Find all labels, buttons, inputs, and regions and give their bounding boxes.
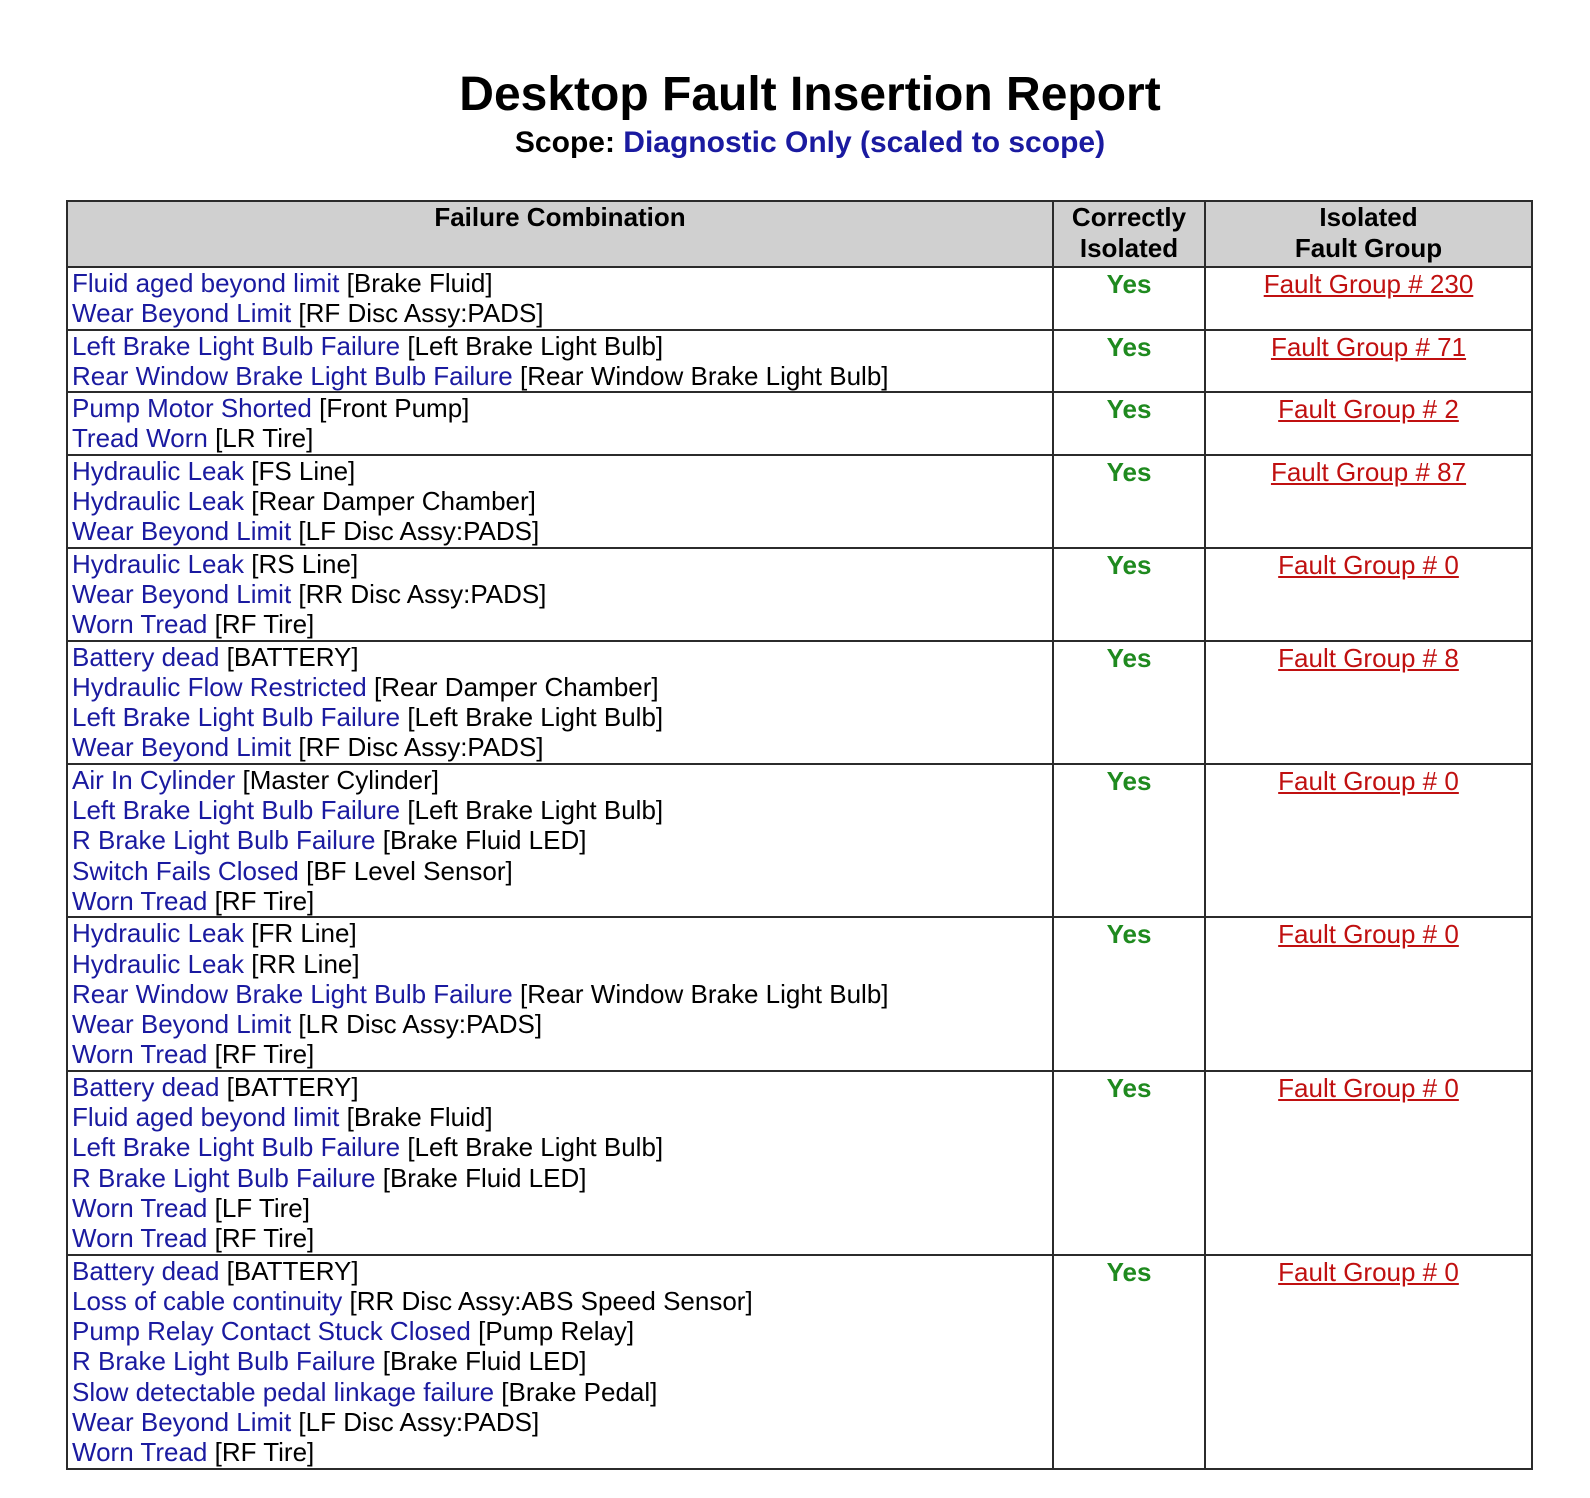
failure-component: [LR Tire] <box>215 423 314 454</box>
isolated-status: Yes <box>1106 394 1152 425</box>
fault-group-cell <box>1205 917 1532 1070</box>
failure-mode: Tread Worn <box>72 423 208 454</box>
failure-line <box>72 918 1048 948</box>
correctly-isolated-cell <box>1053 455 1205 548</box>
failure-line <box>72 886 1048 916</box>
fault-group-cell <box>1205 267 1532 330</box>
failure-component: [LF Tire] <box>214 1192 310 1223</box>
table-row <box>67 764 1532 917</box>
failure-line <box>72 1407 1048 1437</box>
fault-group-cell <box>1205 330 1532 393</box>
isolated-status: Yes <box>1106 549 1152 580</box>
failure-mode: Rear Window Brake Light Bulb Failure <box>72 978 513 1009</box>
failure-mode: Worn Tread <box>72 609 208 640</box>
fault-group-cell <box>1205 1071 1532 1255</box>
failure-component: [Brake Fluid LED] <box>382 1162 587 1193</box>
header-correctly-isolated-line1: Correctly <box>1071 202 1187 232</box>
failure-component: [Left Brake Light Bulb] <box>407 795 664 826</box>
fault-group-link[interactable]: Fault Group # 0 <box>1278 919 1459 950</box>
fault-group-cell <box>1205 392 1532 455</box>
isolated-status: Yes <box>1106 1256 1152 1287</box>
failure-component: [RF Disc Assy:PADS] <box>298 298 544 329</box>
failure-mode: Fluid aged beyond limit <box>72 268 340 298</box>
failure-line <box>72 579 1048 609</box>
failure-combination-cell <box>67 330 1053 393</box>
failure-combination-cell <box>67 917 1053 1070</box>
failure-combination-cell <box>67 764 1053 917</box>
failure-line <box>72 1102 1048 1132</box>
failure-line <box>72 1193 1048 1223</box>
failure-component: [RF Tire] <box>214 885 315 916</box>
failure-mode: Worn Tread <box>72 1437 208 1468</box>
fault-group-link[interactable]: Fault Group # 0 <box>1278 765 1459 796</box>
fault-group-link[interactable]: Fault Group # 87 <box>1270 456 1467 487</box>
table-row <box>67 641 1532 764</box>
failure-line <box>72 268 1048 298</box>
failure-mode: Fluid aged beyond limit <box>72 1102 340 1133</box>
header-correctly-isolated-line2: Isolated <box>1079 233 1179 263</box>
failure-mode: Air In Cylinder <box>72 764 236 795</box>
failure-component: [Brake Fluid] <box>346 1102 493 1133</box>
failure-combination-cell <box>67 267 1053 330</box>
isolated-status: Yes <box>1106 765 1152 796</box>
failure-line <box>72 423 1048 453</box>
failure-component: [Brake Fluid LED] <box>382 825 587 856</box>
table-row <box>67 330 1532 393</box>
failure-component: [RS Line] <box>251 548 359 579</box>
failure-line <box>72 1346 1048 1376</box>
failure-component: [RF Tire] <box>214 1437 315 1468</box>
failure-line <box>72 609 1048 639</box>
failure-mode: Rear Window Brake Light Bulb Failure <box>72 360 513 391</box>
failure-component: [RR Disc Assy:ABS Speed Sensor] <box>349 1285 753 1316</box>
failure-combination-cell <box>67 1071 1053 1255</box>
fault-group-link[interactable]: Fault Group # 0 <box>1278 549 1459 580</box>
failure-line <box>72 1132 1048 1162</box>
fault-group-cell <box>1205 764 1532 917</box>
fault-group-link[interactable]: Fault Group # 0 <box>1278 1256 1459 1287</box>
failure-component: [RR Disc Assy:PADS] <box>298 578 547 609</box>
failure-mode: Hydraulic Leak <box>72 486 244 517</box>
failure-line <box>72 1039 1048 1069</box>
failure-line <box>72 1223 1048 1253</box>
failure-mode: Hydraulic Flow Restricted <box>72 671 367 702</box>
scope-line <box>0 124 1590 162</box>
failure-component: [Rear Damper Chamber] <box>373 671 659 702</box>
fault-group-link[interactable]: Fault Group # 2 <box>1278 394 1459 425</box>
failure-mode: Wear Beyond Limit <box>72 732 292 763</box>
failure-mode: R Brake Light Bulb Failure <box>72 1162 376 1193</box>
header-failure-combination <box>67 201 1053 267</box>
table-row <box>67 917 1532 1070</box>
table-row <box>67 1255 1532 1469</box>
correctly-isolated-cell <box>1053 548 1205 641</box>
fault-group-link[interactable]: Fault Group # 71 <box>1270 331 1467 362</box>
fault-group-cell <box>1205 1255 1532 1469</box>
failure-line <box>72 1009 1048 1039</box>
failure-mode: Wear Beyond Limit <box>72 578 292 609</box>
failure-line <box>72 361 1048 391</box>
failure-component: [Brake Pedal] <box>501 1376 658 1407</box>
table-row <box>67 548 1532 641</box>
failure-line <box>72 1072 1048 1102</box>
failure-mode: R Brake Light Bulb Failure <box>72 1346 376 1377</box>
failure-component: [Pump Relay] <box>478 1316 635 1347</box>
correctly-isolated-cell <box>1053 392 1205 455</box>
table-body <box>67 267 1532 1469</box>
correctly-isolated-cell <box>1053 917 1205 1070</box>
failure-line <box>72 486 1048 516</box>
header-fault-group-line2: Fault Group <box>1294 233 1443 263</box>
fault-group-cell <box>1205 455 1532 548</box>
failure-mode: Worn Tread <box>72 1192 208 1223</box>
failure-line <box>72 1316 1048 1346</box>
failure-component: [Master Cylinder] <box>242 764 440 795</box>
failure-line <box>72 1437 1048 1467</box>
failure-mode: Battery dead <box>72 1255 220 1286</box>
isolated-status: Yes <box>1106 642 1152 673</box>
failure-mode: Left Brake Light Bulb Failure <box>72 702 401 733</box>
fault-group-link[interactable]: Fault Group # 230 <box>1263 269 1474 299</box>
failure-component: [Rear Window Brake Light Bulb] <box>520 978 889 1009</box>
failure-line <box>72 795 1048 825</box>
failure-component: [LF Disc Assy:PADS] <box>298 516 540 547</box>
failure-component: [RF Tire] <box>214 609 315 640</box>
failure-mode: Battery dead <box>72 641 220 672</box>
failure-line <box>72 516 1048 546</box>
failure-component: [Brake Fluid LED] <box>382 1346 587 1377</box>
failure-mode: Hydraulic Leak <box>72 548 244 579</box>
failure-line <box>72 642 1048 672</box>
failure-mode: Pump Relay Contact Stuck Closed <box>72 1316 471 1347</box>
failure-component: [LF Disc Assy:PADS] <box>298 1406 540 1437</box>
failure-component: [BATTERY] <box>226 1255 359 1286</box>
scope-value: Diagnostic Only (scaled to scope) <box>623 126 1106 159</box>
table-row <box>67 1071 1532 1255</box>
fault-insertion-table <box>66 200 1533 1470</box>
report-title: Desktop Fault Insertion Report <box>459 68 1161 121</box>
header-fault-group-line1: Isolated <box>1319 202 1418 232</box>
failure-mode: Left Brake Light Bulb Failure <box>72 330 401 361</box>
table-row <box>67 267 1532 330</box>
failure-line <box>72 732 1048 762</box>
failure-component: [RF Tire] <box>214 1223 315 1254</box>
failure-line <box>72 979 1048 1009</box>
failure-mode: Battery dead <box>72 1071 220 1102</box>
failure-line <box>72 1377 1048 1407</box>
failure-line <box>72 765 1048 795</box>
correctly-isolated-cell <box>1053 267 1205 330</box>
failure-combination-cell <box>67 548 1053 641</box>
failure-component: [Left Brake Light Bulb] <box>407 330 664 361</box>
correctly-isolated-cell <box>1053 641 1205 764</box>
isolated-status: Yes <box>1106 919 1152 950</box>
header-failure-combination-label: Failure Combination <box>434 202 686 232</box>
failure-line <box>72 825 1048 855</box>
failure-line <box>72 393 1048 423</box>
correctly-isolated-cell <box>1053 1071 1205 1255</box>
failure-line <box>72 331 1048 361</box>
table-row <box>67 455 1532 548</box>
failure-line <box>72 702 1048 732</box>
correctly-isolated-cell <box>1053 330 1205 393</box>
failure-mode: Slow detectable pedal linkage failure <box>72 1376 495 1407</box>
failure-component: [Rear Window Brake Light Bulb] <box>520 360 889 391</box>
isolated-status: Yes <box>1106 269 1152 299</box>
failure-component: [RR Line] <box>251 948 360 979</box>
failure-line <box>72 1286 1048 1316</box>
failure-component: [Left Brake Light Bulb] <box>407 702 664 733</box>
table-header-row <box>67 201 1532 267</box>
correctly-isolated-cell <box>1053 764 1205 917</box>
failure-mode: Worn Tread <box>72 1223 208 1254</box>
report-header <box>0 66 1590 162</box>
failure-line <box>72 298 1048 328</box>
failure-component: [FR Line] <box>251 918 357 949</box>
failure-line <box>72 1163 1048 1193</box>
header-isolated-fault-group <box>1205 201 1532 267</box>
failure-mode: Hydraulic Leak <box>72 455 244 486</box>
fault-group-cell <box>1205 548 1532 641</box>
failure-component: [BATTERY] <box>226 1071 359 1102</box>
failure-mode: R Brake Light Bulb Failure <box>72 825 376 856</box>
failure-mode: Pump Motor Shorted <box>72 393 312 424</box>
failure-line <box>72 549 1048 579</box>
failure-line <box>72 456 1048 486</box>
failure-line <box>72 672 1048 702</box>
failure-component: [Rear Damper Chamber] <box>251 486 536 517</box>
failure-mode: Wear Beyond Limit <box>72 1406 292 1437</box>
failure-component: [BATTERY] <box>226 641 359 672</box>
failure-component: [LR Disc Assy:PADS] <box>298 1009 543 1040</box>
scope-label: Scope: <box>514 126 615 159</box>
fault-group-link[interactable]: Fault Group # 8 <box>1278 642 1459 673</box>
failure-mode: Switch Fails Closed <box>72 855 299 886</box>
fault-group-link[interactable]: Fault Group # 0 <box>1278 1072 1459 1103</box>
header-correctly-isolated <box>1053 201 1205 267</box>
failure-line <box>72 856 1048 886</box>
isolated-status: Yes <box>1106 1072 1152 1103</box>
failure-component: [Brake Fluid] <box>346 268 493 298</box>
failure-mode: Left Brake Light Bulb Failure <box>72 795 401 826</box>
failure-combination-cell <box>67 392 1053 455</box>
failure-component: [Left Brake Light Bulb] <box>407 1132 664 1163</box>
correctly-isolated-cell <box>1053 1255 1205 1469</box>
failure-mode: Loss of cable continuity <box>72 1285 343 1316</box>
table-row <box>67 392 1532 455</box>
failure-mode: Hydraulic Leak <box>72 918 244 949</box>
fault-group-cell <box>1205 641 1532 764</box>
isolated-status: Yes <box>1106 456 1152 487</box>
failure-combination-cell <box>67 455 1053 548</box>
failure-mode: Wear Beyond Limit <box>72 298 292 329</box>
failure-mode: Hydraulic Leak <box>72 948 244 979</box>
isolated-status: Yes <box>1106 331 1152 362</box>
failure-component: [Front Pump] <box>319 393 470 424</box>
failure-mode: Worn Tread <box>72 1039 208 1070</box>
failure-mode: Worn Tread <box>72 885 208 916</box>
failure-component: [BF Level Sensor] <box>306 855 513 886</box>
failure-line <box>72 949 1048 979</box>
failure-combination-cell <box>67 1255 1053 1469</box>
failure-mode: Wear Beyond Limit <box>72 516 292 547</box>
failure-component: [FS Line] <box>251 455 356 486</box>
failure-component: [RF Disc Assy:PADS] <box>298 732 544 763</box>
failure-combination-cell <box>67 641 1053 764</box>
failure-mode: Left Brake Light Bulb Failure <box>72 1132 401 1163</box>
failure-component: [RF Tire] <box>214 1039 315 1070</box>
failure-mode: Wear Beyond Limit <box>72 1009 292 1040</box>
failure-line <box>72 1256 1048 1286</box>
